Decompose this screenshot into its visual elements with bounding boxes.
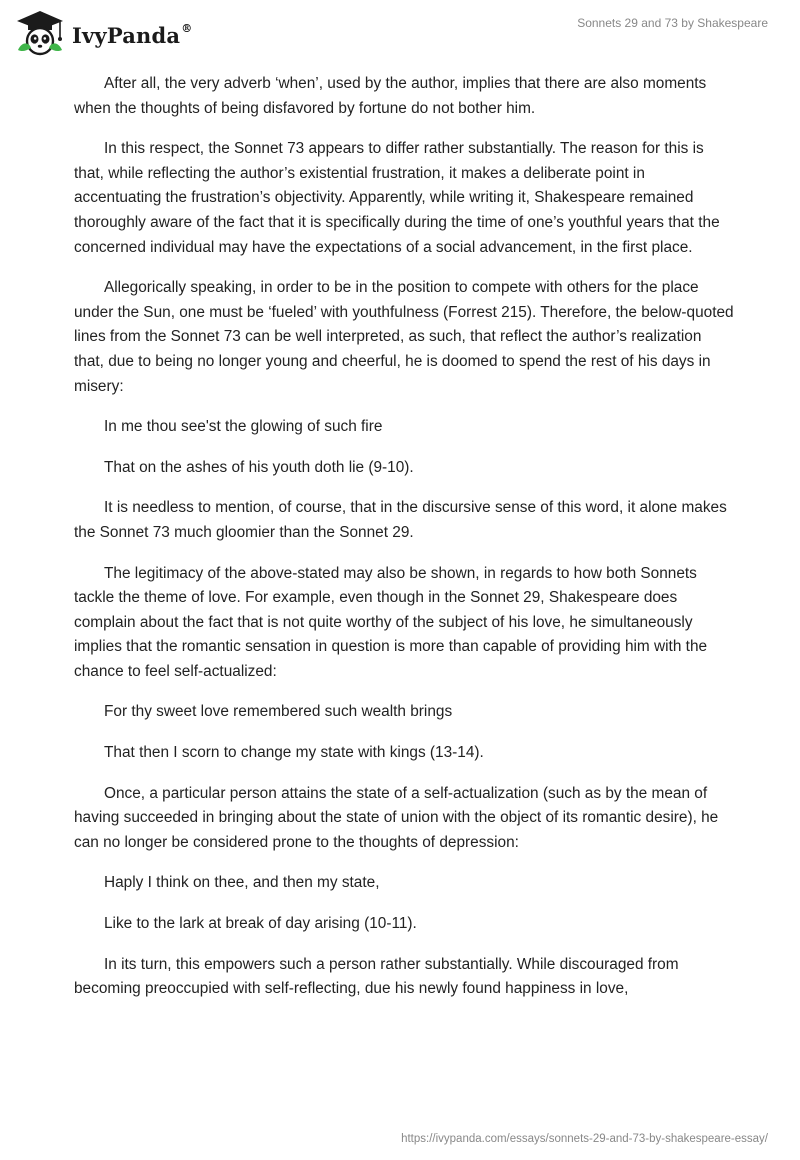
body-paragraph: After all, the very adverb ‘when’, used by the author, implies that there are also moments when the thoughts of being disfavored by fortune do not bother him. — [74, 75, 707, 117]
verse-quote: For thy sweet love remembered such wealth brings — [104, 703, 453, 721]
panda-logo-icon — [12, 8, 68, 58]
body-paragraph: In its turn, this empowers such a person rather substantially. While discouraged from becoming preoccupied with self-reflecting, due his newly found happiness in love, — [74, 955, 679, 998]
registered-mark: ® — [181, 21, 193, 35]
verse-quote: Like to the lark at break of day arising (10-11). — [104, 915, 417, 933]
verse-quote: That on the ashes of his youth doth lie (9-10). — [104, 458, 414, 476]
essay-body — [74, 72, 734, 1018]
body-paragraph: Allegorically speaking, in order to be in the position to compete with others for the place under the Sun, one must be ‘fueled’ with youthfulness (Forrest 215). Therefore, the below-quoted lines from the Sonnet 73 can be well interpreted, as such, that reflect the author’s realization that, due to being no longer young and cheerful, he is doomed to spend the rest of his days in misery: — [74, 279, 734, 395]
verse-quote: That then I scorn to change my state with kings (13-14). — [104, 744, 484, 762]
body-paragraph: The legitimacy of the above-stated may also be shown, in regards to how both Sonnets tackle the theme of love. For example, even though in the Sonnet 29, Shakespeare does complain about the fact that is not quite worthy of the subject of his love, he simultaneously implies that the romantic sensation in question is more than capable of providing him with the chance to feel self-actualized: — [74, 564, 708, 680]
verse-quote: Haply I think on thee, and then my state, — [104, 874, 380, 892]
body-paragraph: Once, a particular person attains the state of a self-actualization (such as by the mean of having succeeded in bringing about the state of union with the object of its romantic desire), he can no longer be considered prone to the thoughts of depression: — [74, 784, 719, 851]
verse-quote: In me thou see'st the glowing of such fire — [104, 418, 383, 436]
document-title: Sonnets 29 and 73 by Shakespeare — [577, 16, 768, 30]
source-url-link[interactable]: https://ivypanda.com/essays/sonnets-29-and-73-by-shakespeare-essay/ — [401, 1133, 768, 1145]
brand-name: IvyPanda® — [72, 21, 193, 48]
body-paragraph: In this respect, the Sonnet 73 appears to differ rather substantially. The reason for this is that, while reflecting the author’s existential frustration, it makes a deliberate point in accentuating the frustration’s objectivity. Apparently, while writing it, Shakespeare remained thoroughly aware of the fact that it is specifically during the time of one’s youthful years that the concerned individual may have the expectations of a social advancement, in the first place. — [74, 140, 720, 256]
logo[interactable] — [12, 8, 192, 58]
body-paragraph: It is needless to mention, of course, that in the discursive sense of this word, it alone makes the Sonnet 73 much gloomier than the Sonnet 29. — [74, 499, 727, 541]
